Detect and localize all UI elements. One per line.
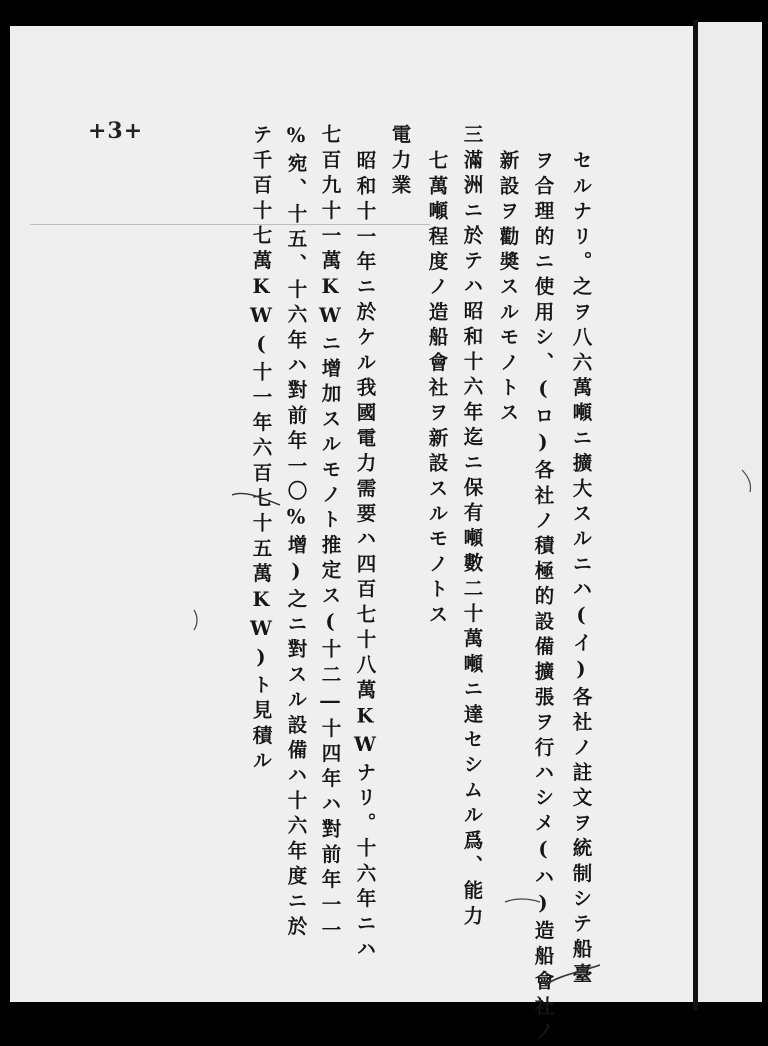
text-line-3: 新設ヲ勸奬スルモノトス <box>496 150 520 428</box>
text-line-2: ヲ合理的ニ使用シ、(ロ)各社ノ積極的設備擴張ヲ行ハシメ(ハ)造船會社ノ <box>531 150 555 1046</box>
adjacent-page-edge <box>698 22 762 1002</box>
page-number-mark: +3+ <box>88 118 144 144</box>
section-heading: 電力業 <box>388 124 412 200</box>
text-line-10: テ千百十七萬KW(十一年六百七十五萬KW)ト見積ル <box>249 124 273 775</box>
text-line-4: 三滿洲ニ於テハ昭和十六年迄ニ保有噸數二十萬噸ニ達セシムル爲、能力 <box>460 124 484 931</box>
text-line-9: %宛、十五、十六年ハ對前年一〇%增)之ニ對スル設備ハ十六年度ニ於 <box>284 124 308 941</box>
text-line-5: 七萬噸程度ノ造船會社ヲ新設スルモノトス <box>425 150 449 629</box>
text-line-1: セルナリ。之ヲ八六萬噸ニ擴大スルニハ(イ)各社ノ註文ヲ統制シテ船臺 <box>569 150 593 989</box>
text-line-7: 昭和十一年ニ於ケル我國電力需要ハ四百七十八萬KWナリ。十六年ニハ <box>353 150 377 964</box>
text-line-8: 七百九十一萬KWニ增加スルモノト推定ス(十二―十四年ハ對前年一一 <box>318 124 342 945</box>
